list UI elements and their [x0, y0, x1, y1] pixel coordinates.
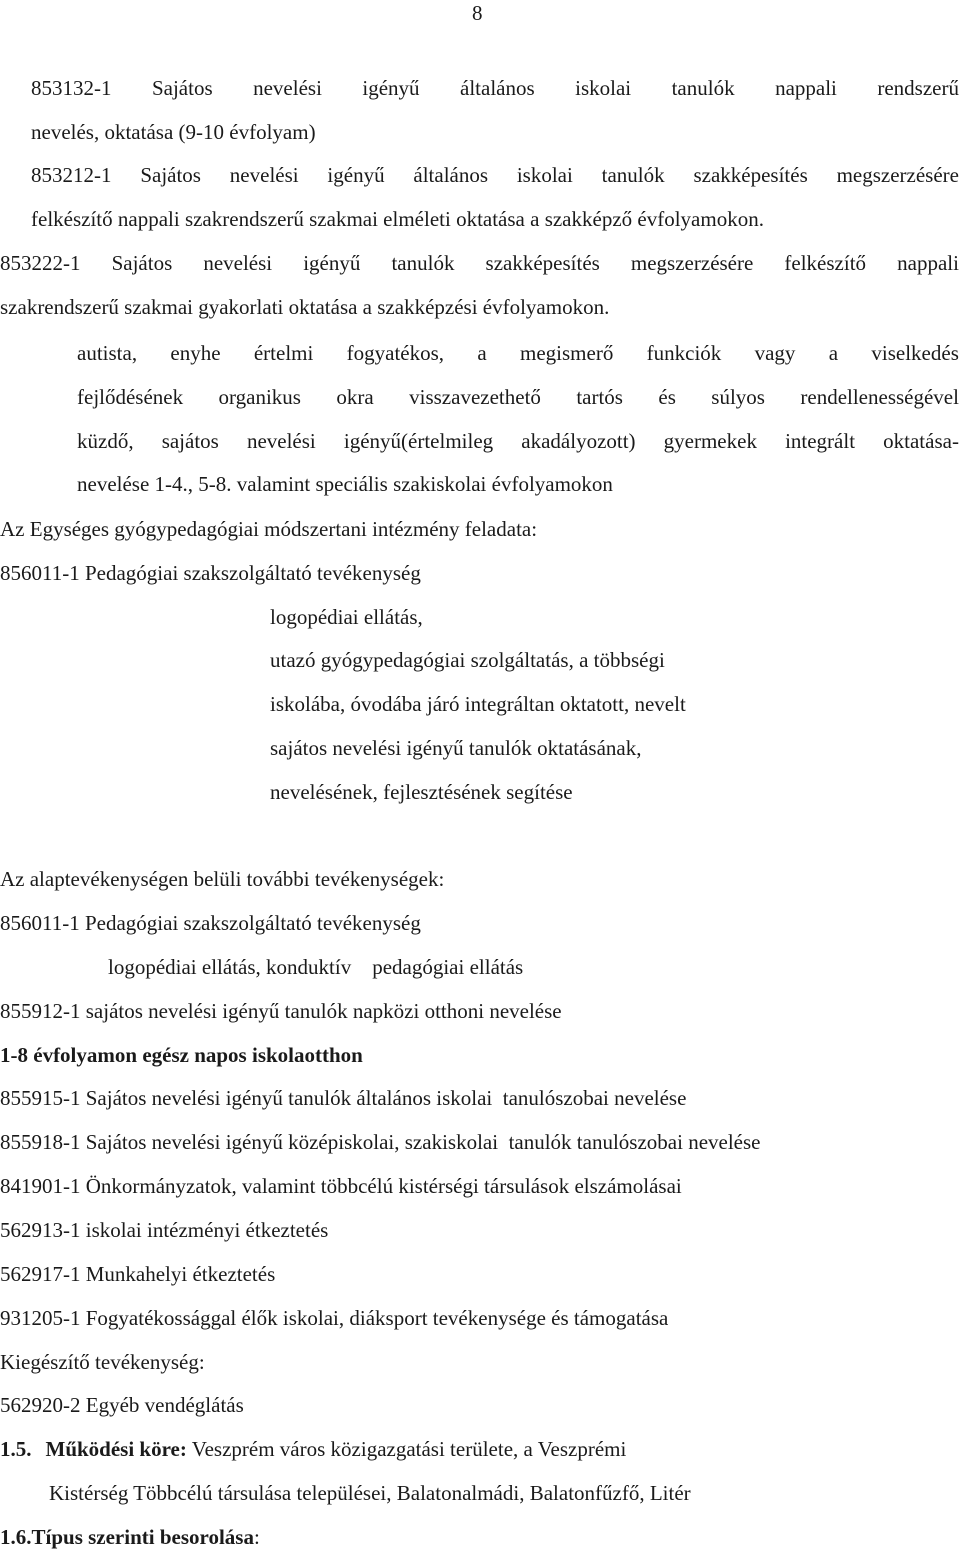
text-line — [77, 340, 959, 366]
section-number: 1.5. — [0, 1437, 32, 1461]
page-number: 8 — [472, 1, 483, 25]
word: rendellenességével — [800, 385, 959, 409]
word: általános — [460, 76, 535, 100]
activity-code-line: 856011-1 Pedagógiai szakszolgáltató tevékenység — [0, 911, 421, 935]
word: viselkedés — [871, 341, 959, 365]
word: 853132-1 — [31, 76, 112, 100]
text-line: Kistérség Többcélú társulása települései, Balatonalmádi, Balatonfűzfő, Litér — [49, 1481, 691, 1505]
section-heading: Kiegészítő tevékenység: — [0, 1350, 205, 1374]
text-line — [31, 162, 959, 188]
word: tanulók — [601, 163, 665, 187]
word: tanulók — [391, 251, 455, 275]
activity-code-line: 855912-1 sajátos nevelési igényű tanulók napközi otthoni nevelése — [0, 999, 562, 1023]
word: vagy — [754, 341, 796, 365]
word: nevelési — [203, 251, 273, 275]
word: értelmi — [253, 341, 314, 365]
word: igényű — [303, 251, 361, 275]
word: okra — [336, 385, 374, 409]
activity-code-line: 841901-1 Önkormányzatok, valamint többcélú kistérségi társulások elszámolásai — [0, 1174, 682, 1198]
word: tanulók — [671, 76, 735, 100]
word: oktatása- — [883, 429, 959, 453]
section-text: Veszprém város közigazgatási területe, a Veszprémi — [186, 1437, 627, 1461]
text-line: logopédiai ellátás, — [270, 605, 423, 629]
word: szakképesítés — [485, 251, 600, 275]
word: integrált — [785, 429, 856, 453]
word: iskolai — [516, 163, 573, 187]
word: rendszerű — [877, 76, 959, 100]
word: organikus — [218, 385, 301, 409]
word: megszerzésére — [836, 163, 959, 187]
text-line — [77, 428, 959, 454]
text-line: szakrendszerű szakmai gyakorlati oktatása a szakképzési évfolyamokon. — [0, 295, 610, 319]
activity-code-line: 562920-2 Egyéb vendéglátás — [0, 1393, 244, 1417]
word: Sajátos — [151, 76, 213, 100]
word: sajátos — [161, 429, 219, 453]
word: nevelési — [246, 429, 316, 453]
activity-code-line: 931205-1 Fogyatékossággal élők iskolai, diáksport tevékenysége és támogatása — [0, 1306, 669, 1330]
word: nappali — [897, 251, 959, 275]
word: nevelési — [253, 76, 322, 100]
section-1-6-line — [0, 1524, 260, 1550]
text-line: felkészítő nappali szakrendszerű szakmai elméleti oktatása a szakképző évfolyamokon. — [31, 207, 764, 231]
word: nappali — [775, 76, 837, 100]
activity-code-line: 562913-1 iskolai intézményi étkeztetés — [0, 1218, 329, 1242]
word: akadályozott) — [521, 429, 636, 453]
word: tartós — [576, 385, 623, 409]
text-line: sajátos nevelési igényű tanulók oktatásának, — [270, 736, 642, 760]
section-1-5-line — [0, 1436, 626, 1462]
word: autista, — [77, 341, 138, 365]
word: felkészítő — [784, 251, 867, 275]
word: 853212-1 — [31, 163, 112, 187]
bold-line: 1-8 évfolyamon egész napos iskolaotthon — [0, 1043, 363, 1067]
text-line: utazó gyógypedagógiai szolgáltatás, a többségi — [270, 648, 665, 672]
word: súlyos — [711, 385, 765, 409]
text-line — [77, 384, 959, 410]
word: a — [828, 341, 839, 365]
activity-code-line: 855918-1 Sajátos nevelési igényű középiskolai, szakiskolai tanulók tanulószobai nevelése — [0, 1130, 761, 1154]
text-line: nevelés, oktatása (9-10 évfolyam) — [31, 120, 316, 144]
word: Sajátos — [140, 163, 201, 187]
word: funkciók — [646, 341, 722, 365]
section-heading: Az alaptevékenységen belüli további tevékenységek: — [0, 867, 445, 891]
activity-code-line: 855915-1 Sajátos nevelési igényű tanulók általános iskolai tanulószobai nevelése — [0, 1086, 687, 1110]
word: iskolai — [575, 76, 632, 100]
section-text: : — [253, 1525, 260, 1549]
text-line: iskolába, óvodába járó integráltan oktatott, nevelt — [270, 692, 686, 716]
word: enyhe — [170, 341, 221, 365]
activity-code-line: 856011-1 Pedagógiai szakszolgáltató tevékenység — [0, 561, 421, 585]
activity-code-line: 562917-1 Munkahelyi étkeztetés — [0, 1262, 276, 1286]
word: gyermekek — [663, 429, 757, 453]
word: igényű(értelmileg — [343, 429, 494, 453]
word: fejlődésének — [77, 385, 184, 409]
text-line — [31, 75, 959, 101]
word: általános — [413, 163, 489, 187]
word: és — [658, 385, 676, 409]
section-label: 1.6.Típus szerinti besorolása — [0, 1525, 254, 1549]
word: igényű — [362, 76, 420, 100]
section-label: Működési köre: — [45, 1437, 187, 1461]
word: a — [477, 341, 487, 365]
word: megszerzésére — [630, 251, 754, 275]
word: megismerő — [520, 341, 614, 365]
section-heading: Az Egységes gyógypedagógiai módszertani intézmény feladata: — [0, 517, 538, 541]
word: igényű — [327, 163, 385, 187]
word: Sajátos — [111, 251, 173, 275]
word: fogyatékos, — [346, 341, 445, 365]
word: küzdő, — [77, 429, 134, 453]
text-line: logopédiai ellátás, konduktív pedagógiai ellátás — [108, 955, 524, 979]
text-line — [0, 250, 959, 276]
word: visszavezethető — [409, 385, 541, 409]
text-line: nevelése 1-4., 5-8. valamint speciális szakiskolai évfolyamokon — [77, 472, 613, 496]
word: szakképesítés — [693, 163, 808, 187]
word: 853222-1 — [0, 251, 81, 275]
text-line: nevelésének, fejlesztésének segítése — [270, 780, 573, 804]
word: nevelési — [229, 163, 299, 187]
